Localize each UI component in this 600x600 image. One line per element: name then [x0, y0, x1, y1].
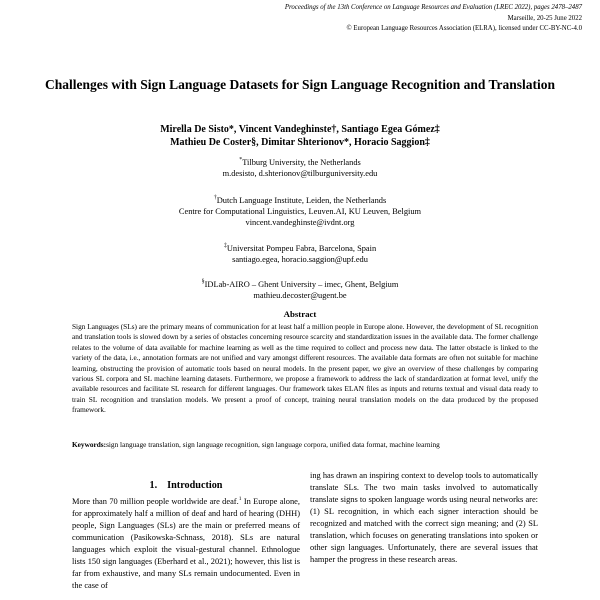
author-list — [40, 123, 560, 149]
intro-text-a: More than 70 million people worldwide are deaf. — [72, 497, 239, 506]
license-line: © European Language Resources Association (ELRA), licensed under CC-BY-NC-4.0 — [346, 25, 582, 32]
affiliation-name: Universitat Pompeu Fabra, Barcelona, Spain — [226, 244, 377, 253]
affiliation-name: Tilburg University, the Netherlands — [242, 158, 361, 167]
abstract-text: Sign Languages (SLs) are the primary means of communication for at least half a million people in Europe alone. However, the development of SL recognition and translation tools is slowed down by a series of obstacles concerning resource scarcity and standardization issues in the available data. The former challenge relates to the volume of data available for machine learning as well as the time required to collect and process new data. The latter obstacle is linked to the variety of the data, i.e., annotation formats are not unified and vary amongst different resources. The available data formats are often not suitable for machine learning, obstructing the provision of automatic tools based on neural models. In the present paper, we give an overview of these challenges by comparing various SL corpora and SL machine learning datasets. Furthermore, we propose a framework to address the lack of standardization at format level, unify the available resources and facilitate SL research for different languages. Our framework takes ELAN files as inputs and returns textual and visual data ready to train SL recognition and translation models. We present a proof of concept, training neural translation models on the data produced by the proposed framework. — [72, 322, 538, 415]
abstract-heading: Abstract — [283, 309, 317, 319]
affiliation-name: IDLab-AIRO – Ghent University – imec, Ghent, Belgium — [204, 280, 399, 289]
affiliation-email: vincent.vandeghinste@ivdnt.org — [245, 218, 355, 227]
affiliation-email: mathieu.decoster@ugent.be — [253, 291, 347, 300]
affiliation-mark: † — [213, 195, 217, 202]
affiliation-upf — [40, 243, 560, 265]
affiliation-dept: Centre for Computational Linguistics, Leuven.AI, KU Leuven, Belgium — [178, 207, 422, 216]
section-number: 1. — [149, 480, 158, 491]
keywords — [72, 440, 538, 450]
affiliation-tilburg — [40, 157, 560, 179]
location-line: Marseille, 20-25 June 2022 — [507, 14, 582, 22]
affiliation-ghent — [40, 279, 560, 301]
keywords-text: sign language translation, sign language recognition, sign language corpora, unified data format, machine learning — [106, 440, 440, 449]
paper-title: Challenges with Sign Language Datasets for Sign Language Recognition and Translation — [44, 77, 556, 92]
body-column-left — [72, 496, 300, 592]
body-column-right: ing has drawn an inspiring context to develop tools to automatically translate SLs. The two main tasks involved to automatically translate signs to spoken language words using neural networks are: (1) SL recognition, in which each signer interaction should be recognized and matched with the correct sign meaning; and (2) SL translation, which focuses on generating translations into spoken or other sign languages. Unfortunately, there are several issues that hamper the progress in these research areas. — [310, 471, 538, 564]
affiliation-mark: * — [239, 157, 243, 164]
affiliation-ivdnt — [40, 195, 560, 228]
affiliation-mark: ‡ — [223, 243, 227, 250]
footnote-marker[interactable]: 1 — [238, 496, 242, 503]
keywords-label: Keywords: — [72, 440, 107, 449]
affiliation-email: santiago.egea, horacio.saggion@upf.edu — [232, 255, 368, 264]
author-line-2: Mathieu De Coster§, Dimitar Shterionov*, Horacio Saggion‡ — [170, 137, 430, 148]
section-heading — [72, 480, 300, 491]
conference-line: Proceedings of the 13th Conference on Language Resources and Evaluation (LREC 2022), pages 2478–2487 — [284, 4, 582, 11]
author-line-1: Mirella De Sisto*, Vincent Vandeghinste†, Santiago Egea Gómez‡ — [160, 124, 440, 135]
section-title: Introduction — [167, 480, 223, 491]
page-header — [285, 3, 582, 35]
affiliation-name: Dutch Language Institute, Leiden, the Netherlands — [216, 196, 387, 205]
affiliation-email: m.desisto, d.shterionov@tilburguniversity.edu — [222, 169, 378, 178]
intro-text-b: In Europe alone, for approximately half a million of deaf and hard of hearing (DHH) people, Sign Languages (SLs) are the main or preferred means of communication (Pasikowska-Schnass, 2018). SLs are natural languages which exploit the visual-gestural channel. Ethnologue lists 150 sign languages (Eberhard et al., 2021); however, this list is far from exhaustive, and many SLs remain undocumented. Even in the case of — [72, 497, 300, 590]
affiliation-mark: § — [201, 279, 205, 286]
